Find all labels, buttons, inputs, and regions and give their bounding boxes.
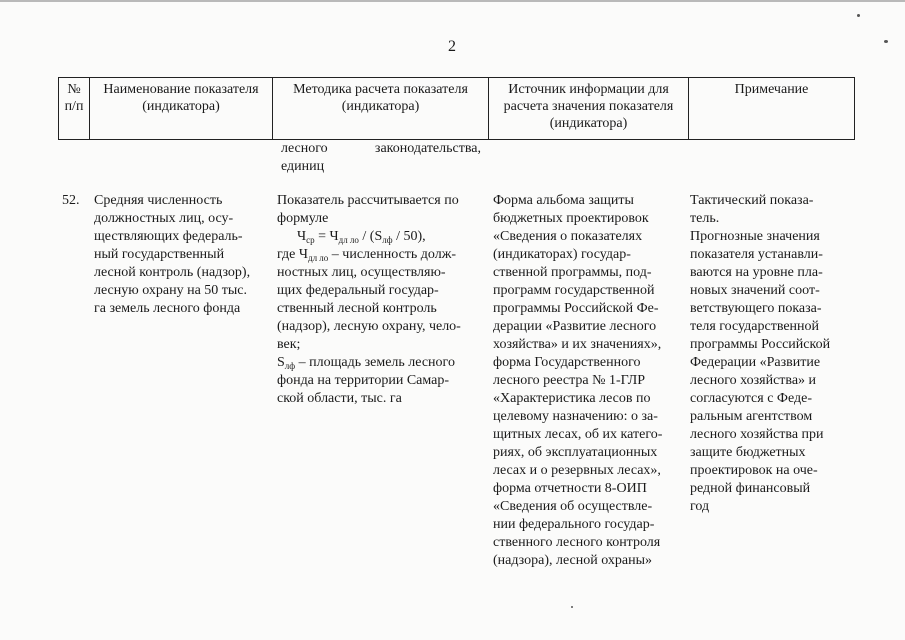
definition-line: ской области, тыс. га <box>277 391 402 406</box>
continuation-line: единиц <box>281 159 325 174</box>
name-line: лесной контроль (надзор), <box>94 265 251 280</box>
source-line: бюджетных проектировок <box>493 211 649 226</box>
method-line: формуле <box>277 211 329 226</box>
definition-line: век; <box>277 337 301 352</box>
note-line: проектировок на оче- <box>690 463 818 478</box>
definition-line: ностных лиц, осуществляю- <box>277 265 446 280</box>
source-line: программ государственной <box>493 283 655 298</box>
note-line: лесного хозяйства при <box>690 427 824 442</box>
note-line: тель. <box>690 211 720 226</box>
definition-line: фонда на территории Самар- <box>277 373 450 388</box>
information-source <box>493 192 681 570</box>
header-method: Методика расчета показателя (индикатора) <box>273 78 489 140</box>
note <box>690 192 848 516</box>
note-line: Федерации «Развитие <box>690 355 821 370</box>
definition-line: ственный лесной контроль <box>277 301 437 316</box>
note-line: ваются на уровне пла- <box>690 265 823 280</box>
source-line: программы Российской Фе- <box>493 301 659 316</box>
note-line: программы Российской <box>690 337 831 352</box>
continuation-text <box>281 140 481 176</box>
source-line: (надзора), лесной охраны» <box>493 553 652 568</box>
note-line: ральным агентством <box>690 409 813 424</box>
source-line: форма отчетности 8-ОИП <box>493 481 647 496</box>
note-line: ветствующего показа- <box>690 301 822 316</box>
header-note: Примечание <box>689 78 855 140</box>
note-line: лесного хозяйства» и <box>690 373 817 388</box>
table-header <box>58 77 855 140</box>
continuation-line: лесного законодательства, <box>281 141 481 156</box>
source-line: хозяйства» и их значениях», <box>493 337 662 352</box>
source-line: форма Государственного <box>493 355 641 370</box>
source-line: «Сведения о показателях <box>493 229 643 244</box>
name-line: га земель лесного фонда <box>94 301 241 316</box>
method-line: Показатель рассчитывается по <box>277 193 459 208</box>
note-line: теля государственной <box>690 319 820 334</box>
name-line: Средняя численность <box>94 193 223 208</box>
header-name: Наименование показателя (индикатора) <box>90 78 273 140</box>
note-line: Тактический показа- <box>690 193 814 208</box>
scan-top-edge <box>0 0 905 2</box>
source-line: целевому назначению: о за- <box>493 409 658 424</box>
name-line: ществляющих федераль- <box>94 229 243 244</box>
definition-line: щих федеральный государ- <box>277 283 439 298</box>
page-number: 2 <box>448 38 456 55</box>
source-line: лесного реестра № 1-ГЛР <box>493 373 645 388</box>
note-line: год <box>690 499 710 514</box>
source-line: Форма альбома защиты <box>493 193 634 208</box>
name-line: ный государственный <box>94 247 225 262</box>
definition-line: где $Ч_{дл ло}$ – численность долж- <box>277 247 457 263</box>
header-num: № п/п <box>59 78 90 140</box>
name-line: должностных лиц, осу- <box>94 211 234 226</box>
definition-line: $S_{лф}$ – площадь земель лесного <box>277 355 455 371</box>
source-line: «Сведения об осуществле- <box>493 499 653 514</box>
note-line: показателя устанавли- <box>690 247 823 262</box>
header-source: Источник информации для расчета значения показателя (индикатора) <box>489 78 689 140</box>
note-line: новых значений соот- <box>690 283 820 298</box>
indicator-name <box>94 192 268 318</box>
source-line: щитных лесах, об их катего- <box>493 427 663 442</box>
note-line: защите бюджетных <box>690 445 806 460</box>
note-line: согласуются с Феде- <box>690 391 812 406</box>
source-line: «Характеристика лесов по <box>493 391 651 406</box>
source-line: ственной программы, под- <box>493 265 652 280</box>
source-line: лесах и о резервных лесах», <box>493 463 661 478</box>
source-line: риях, об эксплуатационных <box>493 445 658 460</box>
scan-speck <box>884 40 888 43</box>
note-line: Прогнозные значения <box>690 229 820 244</box>
calculation-method <box>277 192 480 408</box>
name-line: лесную охрану на 50 тыс. <box>94 283 248 298</box>
formula: $Ч_{ср} = Ч_{дл ло} / (S_{лф} / 50)$, <box>297 229 426 245</box>
scan-speck <box>857 14 860 17</box>
definition-line: (надзор), лесную охрану, чело- <box>277 319 461 334</box>
scan-speck <box>571 606 573 608</box>
note-line: редной финансовый <box>690 481 811 496</box>
source-line: дерации «Развитие лесного <box>493 319 657 334</box>
source-line: (индикаторах) государ- <box>493 247 631 262</box>
source-line: ственного лесного контроля <box>493 535 661 550</box>
row-number: 52. <box>62 193 80 208</box>
source-line: нии федерального государ- <box>493 517 655 532</box>
